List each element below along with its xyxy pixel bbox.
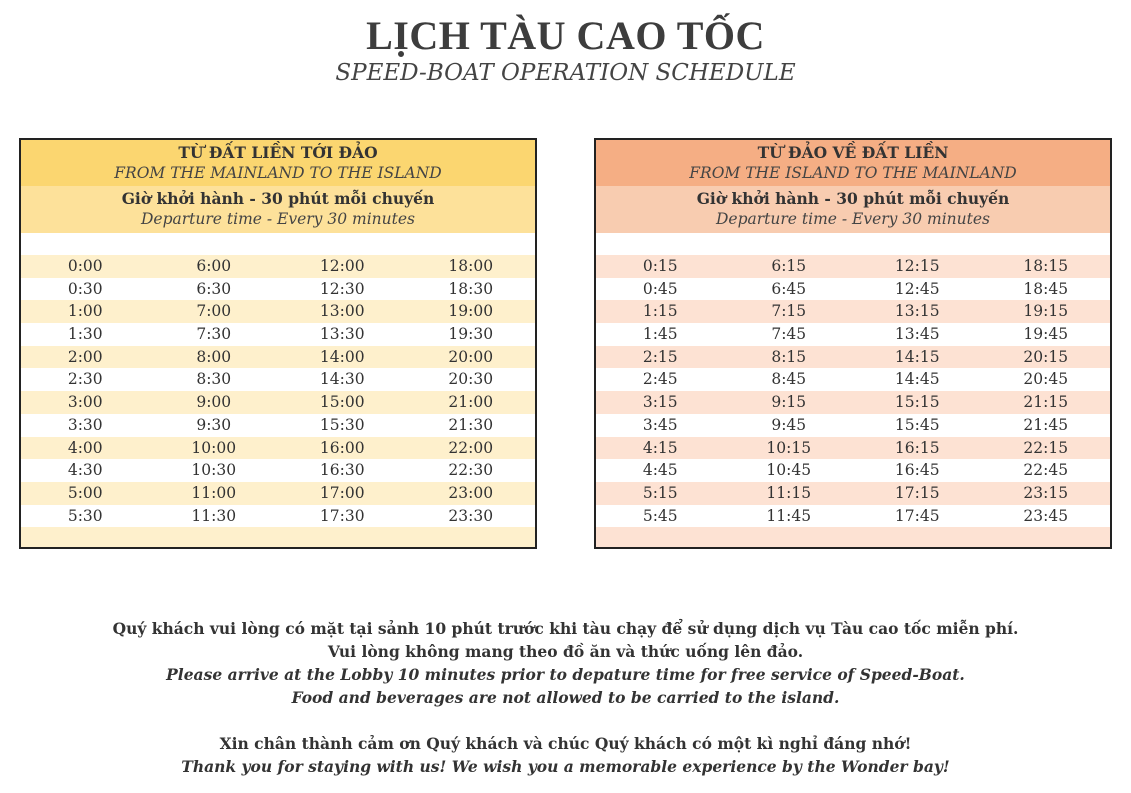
departure-time: 23:30 bbox=[448, 506, 494, 525]
notes bbox=[0, 617, 1131, 778]
departure-vn: Giờ khởi hành - 30 phút mỗi chuyến bbox=[696, 189, 1010, 208]
schedule-island-to-mainland bbox=[594, 138, 1112, 549]
departure-time: 7:15 bbox=[771, 302, 807, 321]
departure-time: 20:00 bbox=[448, 347, 494, 366]
departure-time: 10:45 bbox=[766, 461, 812, 480]
departure-time: 8:15 bbox=[771, 347, 807, 366]
table-row bbox=[596, 255, 1110, 278]
departure-time: 10:15 bbox=[766, 438, 812, 457]
departure-time: 9:30 bbox=[196, 415, 232, 434]
departure-time: 18:45 bbox=[1023, 279, 1069, 298]
spacer bbox=[0, 709, 1131, 732]
spacer bbox=[21, 233, 535, 255]
departure-time: 1:30 bbox=[67, 325, 103, 344]
departure-time: 5:45 bbox=[642, 506, 678, 525]
departure-time: 0:45 bbox=[642, 279, 678, 298]
departure-time: 21:00 bbox=[448, 393, 494, 412]
departure-time: 12:30 bbox=[319, 279, 365, 298]
departure-time: 0:30 bbox=[67, 279, 103, 298]
departure-time: 22:30 bbox=[448, 461, 494, 480]
departure-time: 6:30 bbox=[196, 279, 232, 298]
schedule-mainland-to-island bbox=[19, 138, 537, 549]
spacer bbox=[21, 527, 535, 549]
departure-en: Departure time - Every 30 minutes bbox=[140, 210, 415, 228]
departure-time: 19:15 bbox=[1023, 302, 1069, 321]
panel-heading bbox=[21, 140, 535, 186]
table-row bbox=[21, 414, 535, 437]
departure-time: 17:30 bbox=[319, 506, 365, 525]
departure-time: 18:30 bbox=[448, 279, 494, 298]
table-row bbox=[21, 323, 535, 346]
note-food-en: Food and beverages are not allowed to be carried to the island. bbox=[291, 688, 840, 707]
departure-time: 14:30 bbox=[319, 370, 365, 389]
departure-time: 15:15 bbox=[894, 393, 940, 412]
departure-time: 22:00 bbox=[448, 438, 494, 457]
departure-time: 14:15 bbox=[894, 347, 940, 366]
departure-time: 9:15 bbox=[771, 393, 807, 412]
departure-time: 23:45 bbox=[1023, 506, 1069, 525]
departure-time: 12:15 bbox=[894, 257, 940, 275]
table-row bbox=[21, 368, 535, 391]
departure-time: 21:15 bbox=[1023, 393, 1069, 412]
table-row bbox=[21, 255, 535, 278]
departure-time: 8:00 bbox=[196, 347, 232, 366]
thanks-vn: Xin chân thành cảm ơn Quý khách và chúc Quý khách có một kì nghỉ đáng nhớ! bbox=[219, 734, 912, 753]
departure-time: 0:00 bbox=[67, 257, 103, 275]
table-row bbox=[596, 346, 1110, 369]
departure-time: 4:15 bbox=[642, 438, 678, 457]
heading-vn: TỪ ĐẢO VỀ ĐẤT LIỀN bbox=[757, 143, 949, 162]
departure-time: 5:15 bbox=[642, 483, 678, 502]
table-row bbox=[21, 505, 535, 528]
departure-time: 17:45 bbox=[894, 506, 940, 525]
departure-time: 6:45 bbox=[771, 279, 807, 298]
departure-time: 22:15 bbox=[1023, 438, 1069, 457]
departure-time: 7:45 bbox=[771, 325, 807, 344]
table-row bbox=[596, 278, 1110, 301]
departure-time: 11:30 bbox=[191, 506, 237, 525]
departure-info bbox=[596, 186, 1110, 233]
departure-time: 21:45 bbox=[1023, 415, 1069, 434]
departure-time: 3:30 bbox=[67, 415, 103, 434]
departure-time: 18:00 bbox=[448, 257, 494, 275]
departure-time: 20:30 bbox=[448, 370, 494, 389]
departure-time: 12:00 bbox=[319, 257, 365, 275]
departure-time: 3:15 bbox=[642, 393, 678, 412]
departure-time: 10:00 bbox=[191, 438, 237, 457]
departure-time: 4:30 bbox=[67, 461, 103, 480]
departure-time: 11:15 bbox=[766, 483, 812, 502]
departure-time: 7:00 bbox=[196, 302, 232, 321]
note-arrival-en: Please arrive at the Lobby 10 minutes prior to depature time for free service of Speed-Boat. bbox=[166, 665, 965, 684]
departure-time: 13:00 bbox=[319, 302, 365, 321]
departure-time: 13:15 bbox=[894, 302, 940, 321]
departure-time: 16:15 bbox=[894, 438, 940, 457]
heading-vn: TỪ ĐẤT LIỀN TỚI ĐẢO bbox=[178, 143, 378, 162]
departure-time: 10:30 bbox=[191, 461, 237, 480]
spacer bbox=[596, 233, 1110, 255]
table-row bbox=[596, 323, 1110, 346]
departure-time: 11:00 bbox=[191, 483, 237, 502]
table-row bbox=[596, 482, 1110, 505]
departure-time: 22:45 bbox=[1023, 461, 1069, 480]
departure-vn: Giờ khởi hành - 30 phút mỗi chuyến bbox=[121, 189, 435, 208]
departure-time: 2:15 bbox=[642, 347, 678, 366]
departure-time: 20:15 bbox=[1023, 347, 1069, 366]
panel-heading bbox=[596, 140, 1110, 186]
departure-time: 12:45 bbox=[894, 279, 940, 298]
departure-time: 21:30 bbox=[448, 415, 494, 434]
page-title: LỊCH TÀU CAO TỐC bbox=[366, 13, 765, 58]
departure-time: 14:00 bbox=[319, 347, 365, 366]
departure-time: 2:45 bbox=[642, 370, 678, 389]
departure-time: 14:45 bbox=[894, 370, 940, 389]
departure-time: 16:45 bbox=[894, 461, 940, 480]
heading-en: FROM THE MAINLAND TO THE ISLAND bbox=[114, 164, 442, 182]
time-rows bbox=[21, 255, 535, 527]
departure-time: 15:45 bbox=[894, 415, 940, 434]
departure-time: 18:15 bbox=[1023, 257, 1069, 275]
departure-time: 15:00 bbox=[319, 393, 365, 412]
departure-time: 15:30 bbox=[319, 415, 365, 434]
departure-time: 23:15 bbox=[1023, 483, 1069, 502]
departure-time: 4:45 bbox=[642, 461, 678, 480]
departure-time: 23:00 bbox=[448, 483, 494, 502]
table-row bbox=[596, 505, 1110, 528]
departure-time: 0:15 bbox=[642, 257, 678, 275]
departure-time: 13:30 bbox=[319, 325, 365, 344]
table-row bbox=[21, 300, 535, 323]
departure-time: 13:45 bbox=[894, 325, 940, 344]
departure-time: 8:45 bbox=[771, 370, 807, 389]
spacer bbox=[596, 527, 1110, 549]
departure-time: 6:15 bbox=[771, 257, 807, 275]
departure-time: 7:30 bbox=[196, 325, 232, 344]
table-row bbox=[596, 368, 1110, 391]
departure-time: 2:00 bbox=[67, 347, 103, 366]
departure-time: 19:00 bbox=[448, 302, 494, 321]
table-row bbox=[596, 391, 1110, 414]
departure-time: 20:45 bbox=[1023, 370, 1069, 389]
departure-time: 1:15 bbox=[642, 302, 678, 321]
table-row bbox=[21, 482, 535, 505]
departure-time: 5:00 bbox=[67, 483, 103, 502]
table-row bbox=[21, 278, 535, 301]
note-food-vn: Vui lòng không mang theo đồ ăn và thức uống lên đảo. bbox=[327, 642, 804, 661]
departure-time: 5:30 bbox=[67, 506, 103, 525]
departure-time: 9:45 bbox=[771, 415, 807, 434]
table-row bbox=[596, 459, 1110, 482]
table-row bbox=[21, 437, 535, 460]
departure-time: 16:00 bbox=[319, 438, 365, 457]
departure-time: 8:30 bbox=[196, 370, 232, 389]
departure-time: 11:45 bbox=[766, 506, 812, 525]
heading-en: FROM THE ISLAND TO THE MAINLAND bbox=[689, 164, 1017, 182]
departure-info bbox=[21, 186, 535, 233]
table-row bbox=[596, 414, 1110, 437]
departure-time: 16:30 bbox=[319, 461, 365, 480]
departure-time: 3:45 bbox=[642, 415, 678, 434]
table-row bbox=[596, 437, 1110, 460]
departure-time: 2:30 bbox=[67, 370, 103, 389]
table-row bbox=[21, 391, 535, 414]
note-arrival-vn: Quý khách vui lòng có mặt tại sảnh 10 phút trước khi tàu chạy để sử dụng dịch vụ Tàu cao tốc miễn phí. bbox=[112, 619, 1019, 638]
departure-time: 4:00 bbox=[67, 438, 103, 457]
departure-time: 19:45 bbox=[1023, 325, 1069, 344]
departure-time: 6:00 bbox=[196, 257, 232, 275]
departure-en: Departure time - Every 30 minutes bbox=[715, 210, 990, 228]
time-rows bbox=[596, 255, 1110, 527]
departure-time: 17:00 bbox=[319, 483, 365, 502]
table-row bbox=[21, 459, 535, 482]
page-subtitle: SPEED-BOAT OPERATION SCHEDULE bbox=[335, 60, 796, 86]
thanks-en: Thank you for staying with us! We wish you a memorable experience by the Wonder bay! bbox=[181, 757, 950, 776]
table-row bbox=[596, 300, 1110, 323]
departure-time: 1:00 bbox=[67, 302, 103, 321]
departure-time: 9:00 bbox=[196, 393, 232, 412]
departure-time: 3:00 bbox=[67, 393, 103, 412]
table-row bbox=[21, 346, 535, 369]
departure-time: 1:45 bbox=[642, 325, 678, 344]
departure-time: 17:15 bbox=[894, 483, 940, 502]
departure-time: 19:30 bbox=[448, 325, 494, 344]
